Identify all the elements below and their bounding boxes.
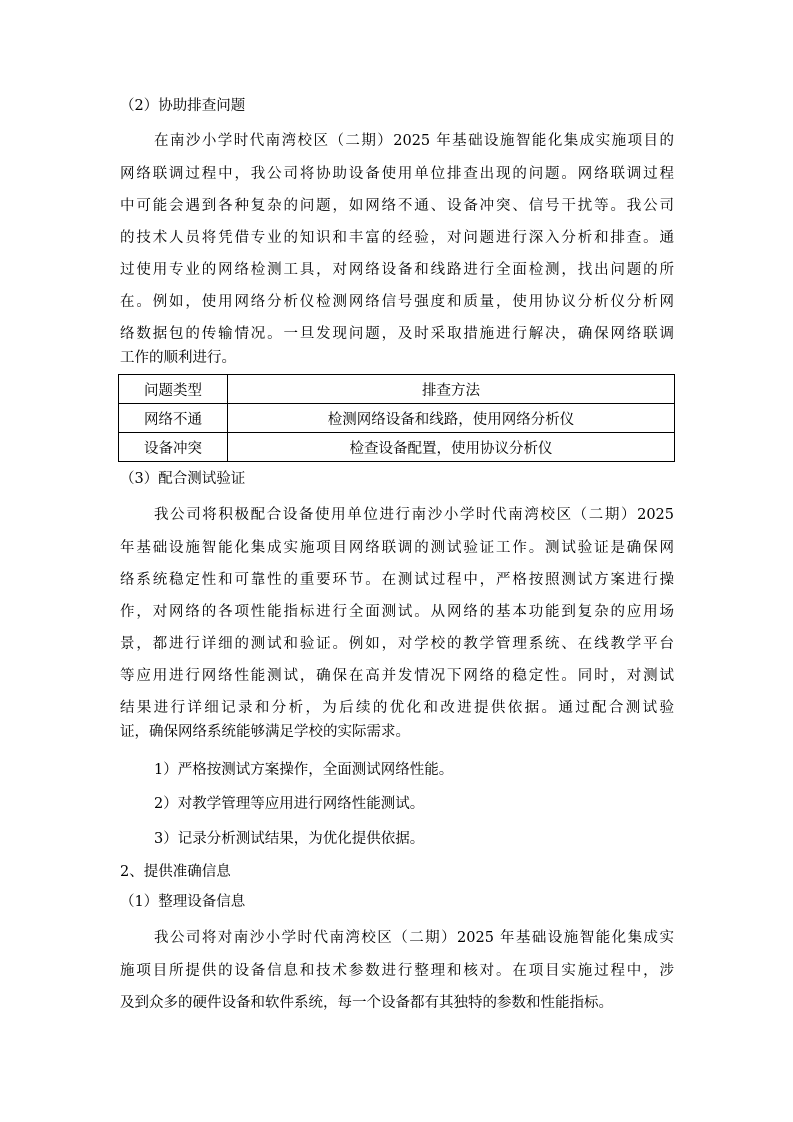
section-heading-main: 2、提供准确信息: [120, 864, 231, 880]
paragraph-line: 络系统稳定性和可靠性的重要环节。在测试过程中，严格按照测试方案进行操: [120, 572, 674, 588]
table-row: [119, 433, 675, 462]
paragraph-line: 我公司将积极配合设备使用单位进行南沙小学时代南湾校区（二期）2025: [154, 507, 674, 523]
table-cell: 网络不通: [119, 404, 228, 433]
list-item: 1）严格按测试方案操作，全面测试网络性能。: [154, 762, 454, 778]
paragraph-line: 我公司将对南沙小学时代南湾校区（二期）2025 年基础设施智能化集成实: [154, 930, 674, 946]
paragraph-line: 在南沙小学时代南湾校区（二期）2025 年基础设施智能化集成实施项目的: [154, 133, 674, 149]
paragraph-line: 过使用专业的网络检测工具，对网络设备和线路进行全面检测，找出问题的所: [120, 262, 674, 278]
paragraph-line: 网络联调过程中，我公司将协助设备使用单位排查出现的问题。网络联调过程: [120, 166, 674, 182]
paragraph-line: 结果进行详细记录和分析，为后续的优化和改进提供依据。通过配合测试验: [120, 700, 674, 716]
paragraph-line: 中可能会遇到各种复杂的问题，如网络不通、设备冲突、信号干扰等。我公司: [120, 198, 674, 214]
paragraph-line: 在。例如，使用网络分析仪检测网络信号强度和质量，使用协议分析仪分析网: [120, 294, 674, 310]
table-cell: 检查设备配置，使用协议分析仪: [228, 433, 675, 462]
table-header-cell: 排查方法: [228, 375, 675, 404]
paragraph-line: 年基础设施智能化集成实施项目网络联调的测试验证工作。测试验证是确保网: [120, 540, 674, 556]
section-heading-2: （2）协助排查问题: [120, 98, 246, 114]
paragraph-line: 等应用进行网络性能测试，确保在高并发情况下网络的稳定性。同时，对测试: [120, 668, 674, 684]
paragraph-line: 施项目所提供的设备信息和技术参数进行整理和核对。在项目实施过程中，涉: [120, 963, 674, 979]
section-heading-3: （3）配合测试验证: [120, 471, 246, 487]
table-row: [119, 404, 675, 433]
paragraph-line: 证，确保网络系统能够满足学校的实际需求。: [120, 724, 410, 740]
list-item: 2）对教学管理等应用进行网络性能测试。: [154, 796, 425, 812]
table-header-cell: 问题类型: [119, 375, 228, 404]
paragraph-line: 工作的顺利进行。: [120, 350, 236, 366]
list-item: 3）记录分析测试结果，为优化提供依据。: [154, 831, 425, 847]
paragraph-line: 景，都进行详细的测试和验证。例如，对学校的教学管理系统、在线教学平台: [120, 636, 674, 652]
paragraph-line: 络数据包的传输情况。一旦发现问题，及时采取措施进行解决，确保网络联调: [120, 326, 674, 342]
subsection-heading: （1）整理设备信息: [120, 894, 246, 910]
table-cell: 设备冲突: [119, 433, 228, 462]
table-cell: 检测网络设备和线路，使用网络分析仪: [228, 404, 675, 433]
troubleshooting-table: [118, 374, 675, 462]
paragraph-line: 的技术人员将凭借专业的知识和丰富的经验，对问题进行深入分析和排查。通: [120, 230, 674, 246]
paragraph-line: 作，对网络的各项性能指标进行全面测试。从网络的基本功能到复杂的应用场: [120, 604, 674, 620]
table-header-row: [119, 375, 675, 404]
paragraph-line: 及到众多的硬件设备和软件系统，每一个设备都有其独特的参数和性能指标。: [120, 995, 613, 1011]
